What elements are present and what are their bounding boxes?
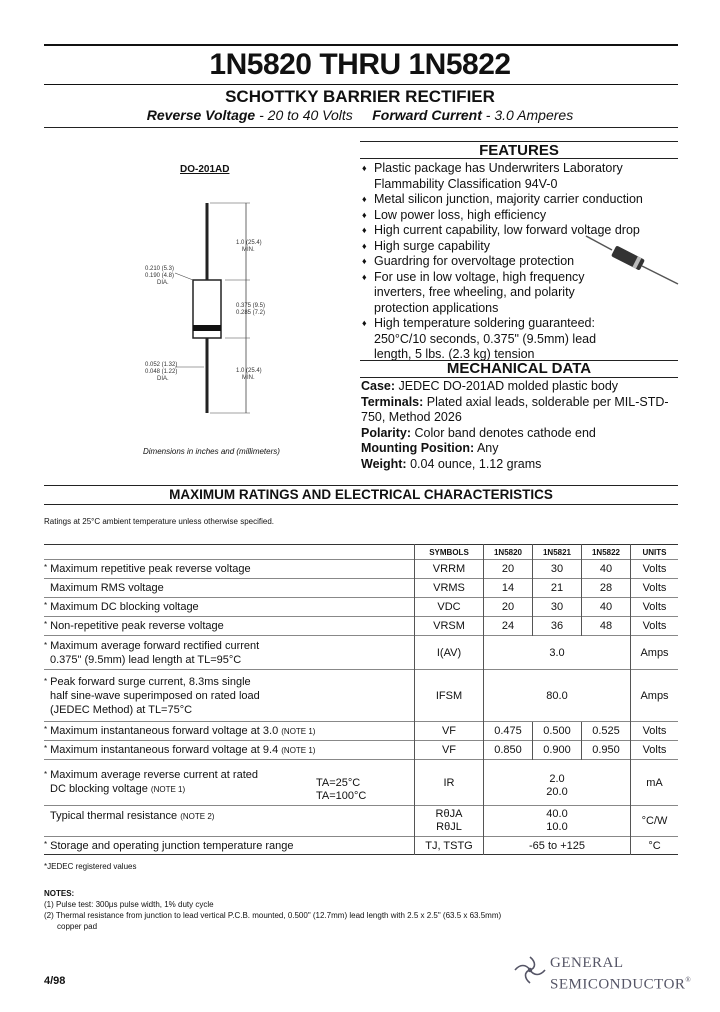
reverse-voltage-label: Reverse Voltage xyxy=(146,107,256,123)
value-cell: 28 xyxy=(582,579,631,598)
param-text: Maximum instantaneous forward voltage at 9.4 xyxy=(50,744,279,756)
registered-mark: ® xyxy=(685,976,691,984)
param-text: half sine-wave superimposed on rated load xyxy=(50,689,260,702)
note-ref: (NOTE 1) xyxy=(281,746,316,755)
value-cell: 36 xyxy=(533,617,582,636)
value-text: 10.0 xyxy=(546,821,568,833)
feature-item xyxy=(362,192,678,208)
symbol-cell: I(AV) xyxy=(415,636,484,670)
jedec-star: * xyxy=(44,601,48,610)
forward-current-label: Forward Current xyxy=(372,107,482,123)
note-ref: (NOTE 1) xyxy=(150,785,186,794)
symbol-cell: VRRM xyxy=(415,560,484,579)
dim-text: 1.0 (25.4) xyxy=(236,240,262,246)
table-row xyxy=(44,598,678,617)
company-logo-icon xyxy=(512,954,548,986)
value-cell: 20 xyxy=(484,598,533,617)
ta-labels xyxy=(316,777,366,803)
param-text: Non-repetitive peak reverse voltage xyxy=(50,620,224,632)
dim-bottom-lead xyxy=(236,368,286,382)
unit-cell: Amps xyxy=(631,636,679,670)
value-cell: 0.500 xyxy=(533,722,582,741)
jedec-star: * xyxy=(44,839,48,849)
value-cell: 80.0 xyxy=(484,670,631,722)
param-text: DC blocking voltage xyxy=(50,783,148,795)
top-rule xyxy=(44,44,678,46)
diamond-bullet-icon: ♦ xyxy=(362,163,367,173)
param-cell xyxy=(44,741,415,760)
jedec-star: * xyxy=(44,620,48,629)
dim-text: 0.190 (4.8) xyxy=(145,273,175,279)
unit-cell: Amps xyxy=(631,670,679,722)
subtitle-rule xyxy=(44,127,678,128)
param-text: Typical thermal resistance xyxy=(50,810,178,822)
feature-text: High current capability, low forward voltage drop xyxy=(374,223,640,237)
jedec-star: * xyxy=(44,563,48,572)
feature-item xyxy=(362,239,678,255)
symbol-cell: VF xyxy=(415,741,484,760)
symbol-cell: VRMS xyxy=(415,579,484,598)
logo-line-2: SEMICONDUCTOR xyxy=(550,976,686,993)
dim-text: DIA. xyxy=(157,280,169,286)
ratings-heading: MAXIMUM RATINGS AND ELECTRICAL CHARACTERISTICS xyxy=(169,487,553,502)
features-rule xyxy=(360,158,678,159)
value-cell: 14 xyxy=(484,579,533,598)
note-1: (1) Pulse test: 300μs pulse width, 1% duty cycle xyxy=(44,900,214,909)
ratings-rule xyxy=(44,485,678,486)
table-row xyxy=(44,741,678,760)
symbol-cell xyxy=(415,806,484,837)
param-text: Peak forward surge current, 8.3ms single xyxy=(50,675,251,688)
title-rule xyxy=(44,84,678,85)
diamond-bullet-icon: ♦ xyxy=(362,209,367,220)
value-cell: 30 xyxy=(533,598,582,617)
header-1n5822: 1N5822 xyxy=(582,545,631,560)
table-row xyxy=(44,760,678,806)
unit-cell: mA xyxy=(631,760,679,806)
dimensions-caption: Dimensions in inches and (millimeters) xyxy=(143,447,280,456)
mech-label: Polarity: xyxy=(361,425,412,440)
value-text: 20.0 xyxy=(546,785,568,798)
unit-cell: Volts xyxy=(631,560,679,579)
header-blank xyxy=(44,545,415,560)
cathode-band xyxy=(193,325,221,331)
value-cell: 30 xyxy=(533,560,582,579)
diamond-bullet-icon: ♦ xyxy=(362,318,367,328)
features-heading: FEATURES xyxy=(479,142,559,159)
mech-value: Plated axial leads, solderable per MIL-STD-750, Method 2026 xyxy=(361,394,669,424)
jedec-star: * xyxy=(44,744,48,753)
value-cell: 24 xyxy=(484,617,533,636)
param-cell xyxy=(44,837,415,855)
subtitle: SCHOTTKY BARRIER RECTIFIER xyxy=(225,87,495,106)
table-row xyxy=(44,670,678,722)
diamond-bullet-icon: ♦ xyxy=(362,225,367,235)
param-text: Maximum repetitive peak reverse voltage xyxy=(50,563,251,575)
mech-case xyxy=(361,379,681,395)
param-cell xyxy=(44,806,415,837)
param-text: Maximum average forward rectified current xyxy=(50,639,260,652)
symbol-cell: IFSM xyxy=(415,670,484,722)
diamond-bullet-icon: ♦ xyxy=(362,256,367,266)
ta-condition: TA=100°C xyxy=(316,790,367,802)
symbol-cell: VDC xyxy=(415,598,484,617)
feature-item xyxy=(362,270,678,317)
unit-cell: Volts xyxy=(631,741,679,760)
reverse-voltage-value: - 20 to 40 Volts xyxy=(255,107,353,123)
ta-condition: TA=25°C xyxy=(316,777,361,789)
jedec-star: * xyxy=(44,770,48,779)
package-label: DO-201AD xyxy=(180,164,230,175)
mech-value: JEDEC DO-201AD molded plastic body xyxy=(395,379,619,393)
company-logo-text xyxy=(550,955,691,993)
mech-value: Color band denotes cathode end xyxy=(411,425,596,440)
dim-lead-dia xyxy=(145,362,205,383)
feature-item xyxy=(362,316,678,363)
value-cell: -65 to +125 xyxy=(484,837,631,855)
value-cell: 21 xyxy=(533,579,582,598)
symbol-cell: TJ, TSTG xyxy=(415,837,484,855)
header-units: UNITS xyxy=(631,545,679,560)
ratings-conditions: Ratings at 25°C ambient temperature unless otherwise specified. xyxy=(44,517,274,526)
param-cell xyxy=(44,722,415,741)
symbol-cell: VRSM xyxy=(415,617,484,636)
value-cell xyxy=(484,760,631,806)
dim-text: MIN. xyxy=(242,247,255,253)
param-text: Maximum DC blocking voltage xyxy=(50,601,199,613)
param-text: Maximum RMS voltage xyxy=(50,582,164,594)
value-cell: 0.850 xyxy=(484,741,533,760)
unit-cell: °C xyxy=(631,837,679,855)
jedec-star: * xyxy=(44,725,48,734)
header-1n5821: 1N5821 xyxy=(533,545,582,560)
param-text: (JEDEC Method) at TL=75°C xyxy=(50,703,193,716)
symbol-cell: IR xyxy=(415,760,484,806)
mech-polarity xyxy=(361,426,681,442)
feature-item xyxy=(362,254,678,270)
mech-mounting xyxy=(361,441,681,457)
note-2-cont: copper pad xyxy=(57,922,98,931)
dim-text: MIN. xyxy=(242,375,255,381)
mech-value: 0.04 ounce, 1.12 grams xyxy=(406,456,542,471)
table-row xyxy=(44,636,678,670)
jedec-note: *JEDEC registered values xyxy=(44,862,137,871)
value-cell: 40 xyxy=(582,560,631,579)
feature-text: Plastic package has Underwriters Laboratory Flammability Classification 94V-0 xyxy=(374,161,623,191)
feature-item xyxy=(362,208,678,224)
ratings-summary xyxy=(0,107,720,123)
param-cell xyxy=(44,579,415,598)
page-title: 1N5820 THRU 1N5822 xyxy=(209,48,511,81)
value-cell: 40 xyxy=(582,598,631,617)
forward-current-value: - 3.0 Amperes xyxy=(481,107,574,123)
note-ref: (NOTE 1) xyxy=(281,727,316,736)
symbol-text: RθJL xyxy=(436,821,462,833)
param-cell xyxy=(44,617,415,636)
feature-text: For use in low voltage, high frequency inverters, free wheeling, and polarity protection applications xyxy=(374,269,585,315)
param-text: 0.375" (9.5mm) lead length at TL=95°C xyxy=(50,653,242,666)
revision-date: 4/98 xyxy=(44,975,66,987)
logo-line-1: GENERAL xyxy=(550,955,624,971)
table-row xyxy=(44,806,678,837)
unit-cell: Volts xyxy=(631,579,679,598)
dim-text: 0.375 (9.5) xyxy=(236,303,266,309)
mech-label: Mounting Position: xyxy=(361,441,475,455)
dim-text: 0.052 (1.32) xyxy=(145,362,178,368)
value-text: 40.0 xyxy=(546,808,568,820)
feature-text: High temperature soldering guaranteed: 250°C/10 seconds, 0.375" (9.5mm) lead length, 5 lbs. (2.3 kg) tension xyxy=(374,316,597,361)
dim-text: 1.0 (25.4) xyxy=(236,368,262,374)
diamond-bullet-icon: ♦ xyxy=(362,194,367,204)
unit-cell: Volts xyxy=(631,722,679,741)
value-cell: 3.0 xyxy=(484,636,631,670)
dim-text: 0.285 (7.2) xyxy=(236,310,266,316)
mech-terminals xyxy=(361,395,681,426)
feature-text: Metal silicon junction, majority carrier conduction xyxy=(374,192,643,206)
dim-text: DIA. xyxy=(157,376,169,382)
mech-label: Case: xyxy=(361,379,396,393)
param-cell xyxy=(44,560,415,579)
param-cell xyxy=(44,670,415,722)
table-row xyxy=(44,579,678,598)
feature-item xyxy=(362,223,678,239)
param-text: Maximum average reverse current at rated xyxy=(50,769,258,781)
note-2: (2) Thermal resistance from junction to lead vertical P.C.B. mounted, 0.500" (12.7mm) lead length with 2.5 x 2.5" (63.5 x 63.5mm) xyxy=(44,911,502,920)
dim-body-length xyxy=(236,303,286,317)
mech-label: Terminals: xyxy=(361,394,424,409)
ratings-table xyxy=(44,544,678,855)
mech-data xyxy=(361,379,681,472)
table-header-row xyxy=(44,545,678,560)
unit-cell: Volts xyxy=(631,617,679,636)
table-row xyxy=(44,560,678,579)
value-cell: 0.900 xyxy=(533,741,582,760)
value-cell: 20 xyxy=(484,560,533,579)
dim-top-lead xyxy=(236,240,286,254)
diamond-bullet-icon: ♦ xyxy=(362,240,367,251)
features-list xyxy=(362,161,678,363)
feature-text: Guardring for overvoltage protection xyxy=(374,254,575,268)
feature-text: Low power loss, high efficiency xyxy=(374,207,547,222)
symbol-text: RθJA xyxy=(435,808,463,820)
diamond-bullet-icon: ♦ xyxy=(362,271,367,282)
value-cell: 0.475 xyxy=(484,722,533,741)
note-ref: (NOTE 2) xyxy=(180,812,215,821)
param-text: Storage and operating junction temperature range xyxy=(50,839,294,852)
table-row xyxy=(44,837,678,855)
value-text: 2.0 xyxy=(549,772,565,785)
dim-body-dia xyxy=(145,266,205,287)
mech-heading: MECHANICAL DATA xyxy=(446,360,592,377)
value-cell xyxy=(484,806,631,837)
param-text: Maximum instantaneous forward voltage at 3.0 xyxy=(50,725,279,737)
jedec-star: * xyxy=(44,640,48,650)
param-cell xyxy=(44,636,415,670)
header-symbols: SYMBOLS xyxy=(415,545,484,560)
mech-value: Any xyxy=(474,441,499,455)
ratings-rule xyxy=(44,504,678,505)
header-1n5820: 1N5820 xyxy=(484,545,533,560)
table-row xyxy=(44,617,678,636)
value-cell: 48 xyxy=(582,617,631,636)
table-row xyxy=(44,722,678,741)
logo-line-2-wrap xyxy=(550,972,691,993)
notes-heading: NOTES: xyxy=(44,889,75,898)
mech-label: Weight: xyxy=(361,456,407,471)
unit-cell: Volts xyxy=(631,598,679,617)
mech-rule xyxy=(360,377,678,378)
jedec-star: * xyxy=(44,676,48,686)
dim-text: 0.048 (1.22) xyxy=(145,369,178,375)
dim-text: 0.210 (5.3) xyxy=(145,266,175,272)
feature-text: High surge capability xyxy=(374,238,491,253)
feature-item xyxy=(362,161,678,192)
value-cell: 0.950 xyxy=(582,741,631,760)
value-cell: 0.525 xyxy=(582,722,631,741)
param-cell xyxy=(44,598,415,617)
mech-weight xyxy=(361,457,681,473)
unit-cell: °C/W xyxy=(631,806,679,837)
param-cell xyxy=(44,760,415,806)
symbol-cell: VF xyxy=(415,722,484,741)
